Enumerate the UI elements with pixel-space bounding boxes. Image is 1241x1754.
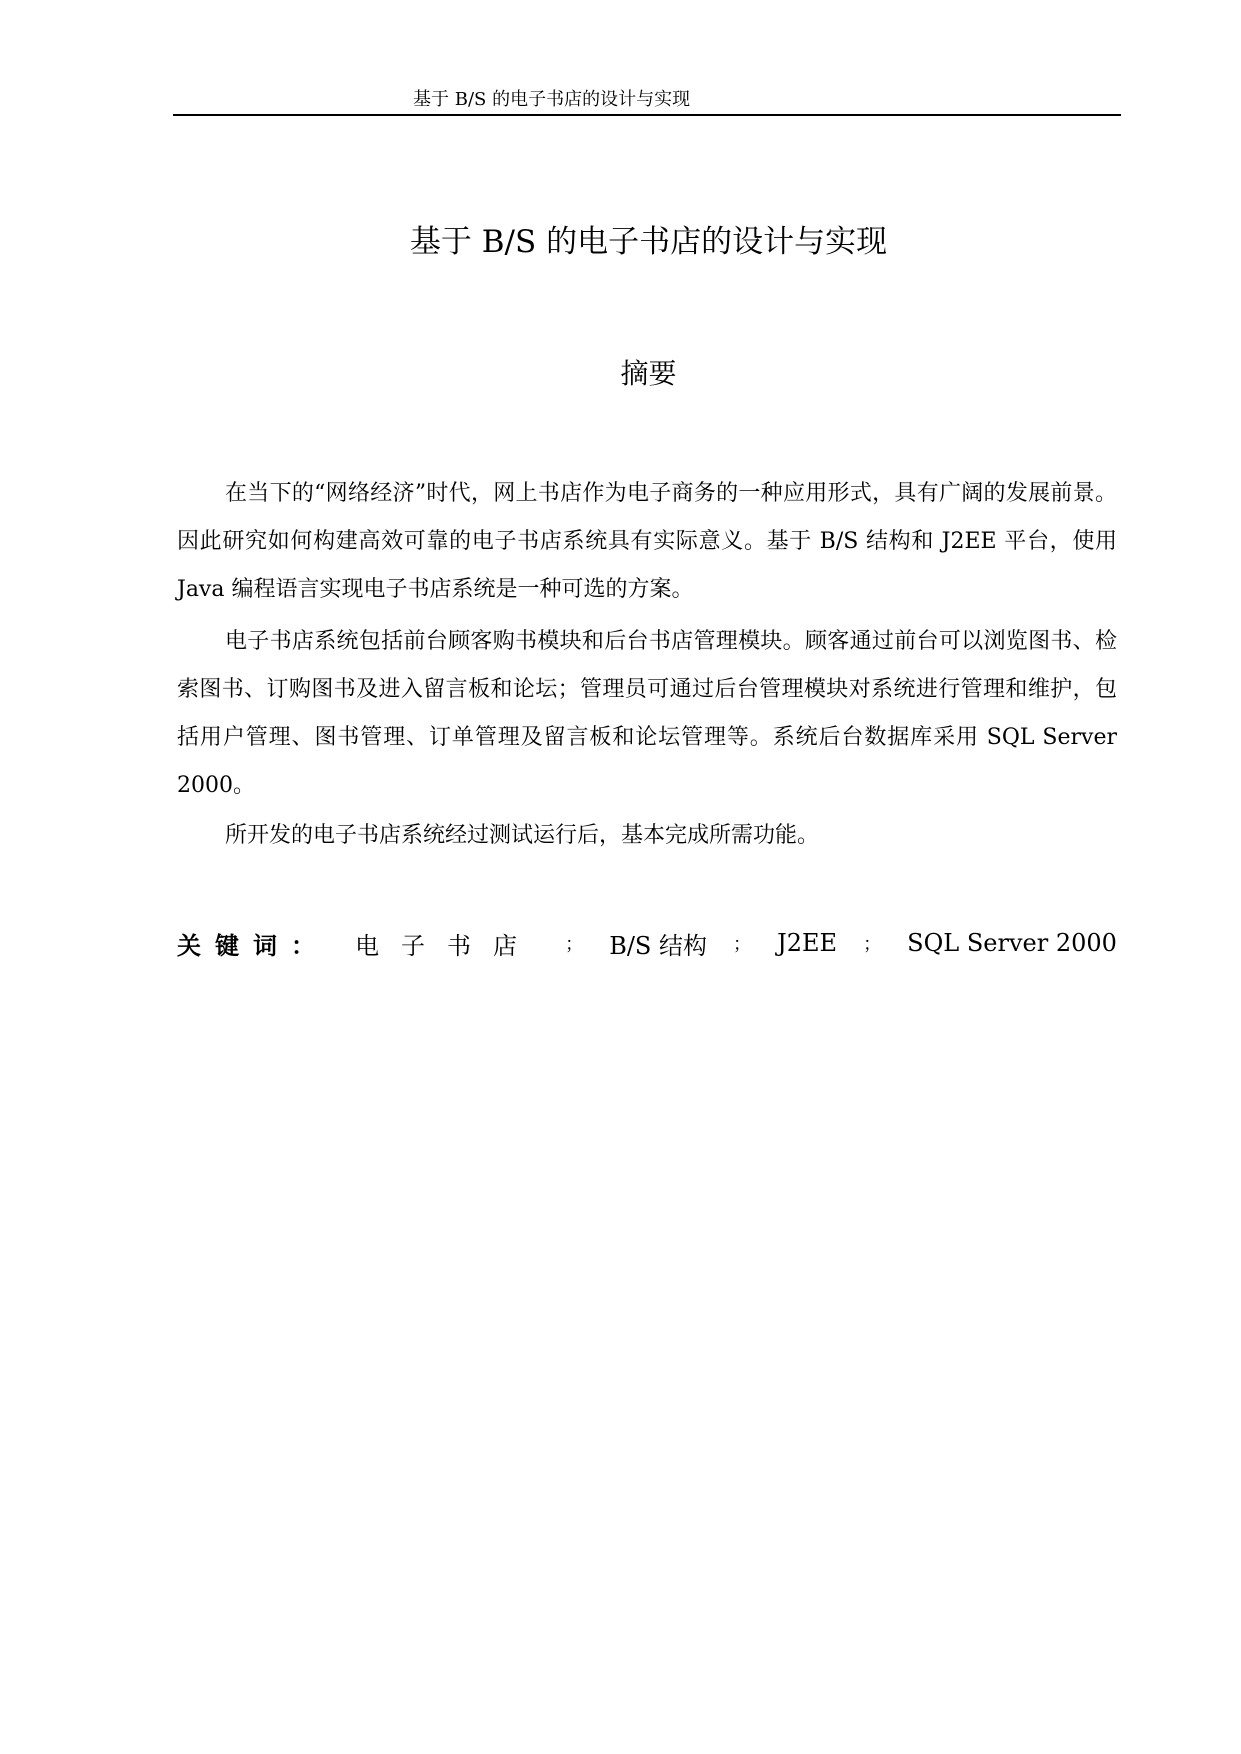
keywords-label: 关键词： bbox=[177, 930, 329, 960]
keyword-3: J2EE bbox=[777, 929, 838, 957]
abstract-paragraph-1: 在当下的“网络经济”时代，网上书店作为电子商务的一种应用形式，具有广阔的发展前景。因此研究如何构建高效可靠的电子书店系统具有实际意义。基于 B/S 结构和 J2EE 平台，使用 Java 编程语言实现电子书店系统是一种可选的方案。 bbox=[177, 481, 1117, 602]
abstract-paragraph-3: 所开发的电子书店系统经过测试运行后，基本完成所需功能。 bbox=[225, 823, 820, 848]
keywords-line bbox=[177, 923, 1117, 963]
keyword-2: B/S 结构 bbox=[609, 931, 707, 960]
abstract-paragraph-2: 电子书店系统包括前台顾客购书模块和后台书店管理模块。顾客通过前台可以浏览图书、检索图书、订购图书及进入留言板和论坛；管理员可通过后台管理模块对系统进行管理和维护，包括用户管理、图书管理、订单管理及留言板和论坛管理等。系统后台数据库采用 SQL Server 2000。 bbox=[177, 629, 1117, 798]
running-header: 基于 B/S 的电子书店的设计与实现 bbox=[413, 89, 691, 110]
keyword-separator: ； bbox=[565, 934, 584, 955]
keyword-separator: ； bbox=[733, 934, 752, 955]
abstract-heading: 摘要 bbox=[620, 357, 677, 390]
keyword-1: 电子书店 bbox=[355, 931, 540, 960]
header-rule bbox=[173, 114, 1121, 116]
document-title: 基于 B/S 的电子书店的设计与实现 bbox=[409, 224, 888, 260]
keyword-separator: ； bbox=[863, 934, 882, 955]
keyword-4: SQL Server 2000 bbox=[907, 929, 1117, 957]
